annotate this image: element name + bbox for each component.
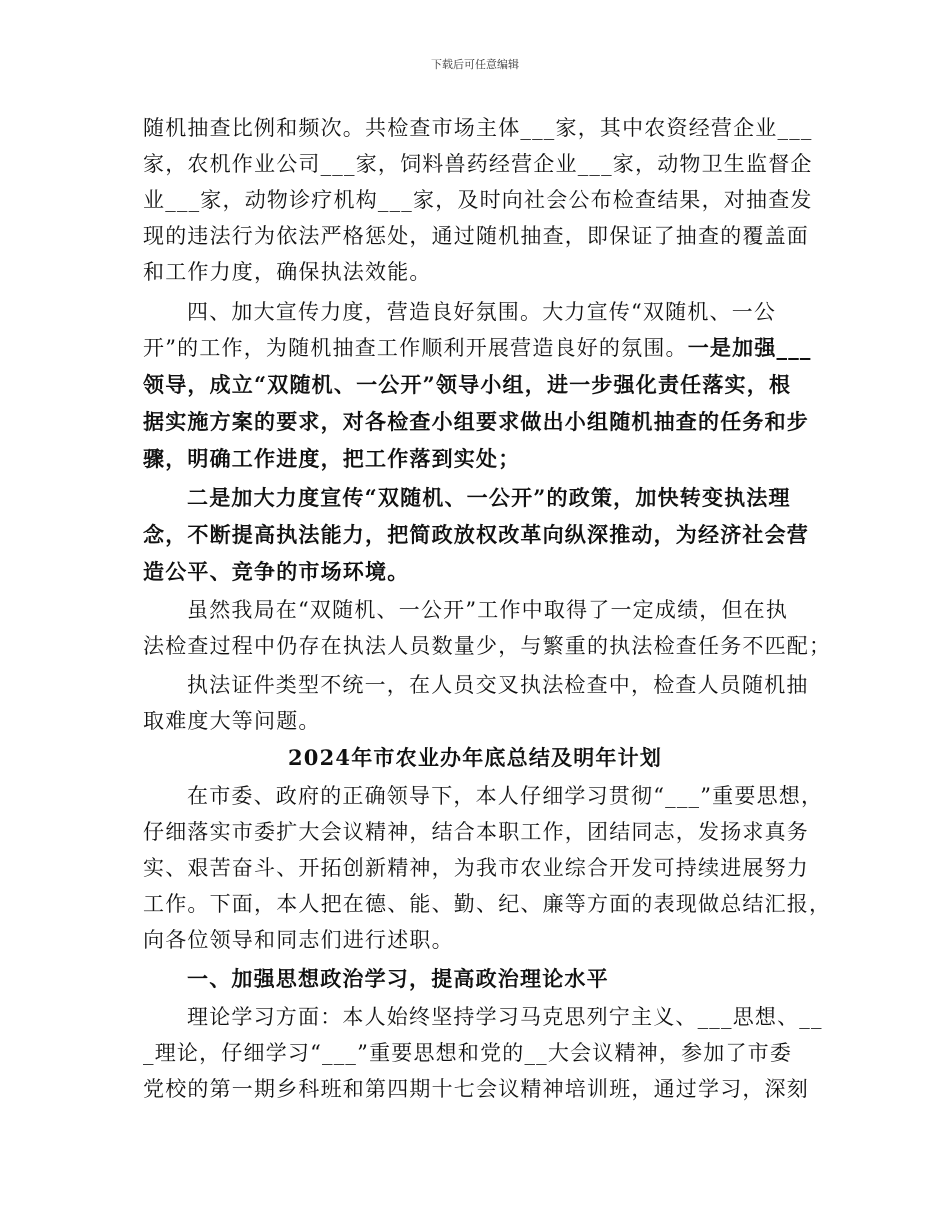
text-line-content: 法检查过程中仍存在执法人员数量少，与繁重的执法检查任务不匹配； xyxy=(143,634,832,658)
text-line-content: 领导，成立“双随机、一公开”领导小组，进一步强化责任落实，根 xyxy=(143,372,792,397)
text-line xyxy=(143,299,877,325)
text-line-content: 家，农机作业公司___家，饲料兽药经营企业___家，动物卫生监督企 xyxy=(143,152,813,176)
text-line xyxy=(143,597,877,623)
text-line-content: 造公平、竞争的市场环境。 xyxy=(143,559,410,584)
text-line xyxy=(143,522,833,548)
page-header-note: 下载后可任意编辑 xyxy=(431,58,519,71)
text-line-content: 业___家，动物诊疗机构___家，及时向社会公布检查结果，对抽查发 xyxy=(143,188,813,212)
text-line-content: 现的违法行为依法严格惩处，通过随机抽查，即保证了抽查的覆盖面 xyxy=(143,224,809,248)
text-line xyxy=(143,259,833,285)
text-line xyxy=(143,783,877,809)
text-line xyxy=(143,187,833,213)
section-title xyxy=(0,745,950,771)
text-line-content: 执法证件类型不统一，在人员交叉执法检查中，检查人员随机抽 xyxy=(187,673,809,697)
text-line-content: 理论学习方面：本人始终坚持学习马克思列宁主义、___思想、__ xyxy=(187,1005,823,1029)
text-line-content: 实、艰苦奋斗、开拓创新精神，为我市农业综合开发可持续进展努力 xyxy=(143,856,809,880)
text-line xyxy=(143,151,833,177)
text-line-content: 党校的第一期乡科班和第四期十七会议精神培训班，通过学习，深刻 xyxy=(143,1077,809,1101)
text-line-content: 工作。下面，本人把在德、能、勤、纪、廉等方面的表现做总结汇报， xyxy=(143,892,832,916)
text-line xyxy=(143,335,833,361)
text-line xyxy=(143,855,833,881)
text-line xyxy=(143,927,833,953)
text-line-content: 向各位领导和同志们进行述职。 xyxy=(143,928,454,952)
text-line-content: 在市委、政府的正确领导下，本人仔细学习贯彻“___”重要思想， xyxy=(187,784,824,808)
text-line-tail: 一是加强___ xyxy=(687,335,812,360)
text-line xyxy=(143,115,833,141)
text-line xyxy=(143,372,833,398)
text-line-content: 四、加大宣传力度，营造良好氛围。大力宣传“双随机、一公 xyxy=(187,300,777,324)
text-line xyxy=(143,708,833,734)
text-line-content: 骤，明确工作进度，把工作落到实处； xyxy=(143,446,521,471)
text-line xyxy=(143,672,877,698)
text-line-content: 据实施方案的要求，对各检查小组要求做出小组随机抽查的任务和步 xyxy=(143,409,809,434)
text-line xyxy=(143,966,877,992)
text-line-content: 一、加强思想政治学习，提高政治理论水平 xyxy=(187,966,609,991)
text-line-content: _理论，仔细学习“___”重要思想和党的__大会议精神，参加了市委 xyxy=(143,1041,793,1065)
text-line xyxy=(143,409,833,435)
text-line xyxy=(143,819,833,845)
text-line-content: 取难度大等问题。 xyxy=(143,709,321,733)
text-line-content: 仔细落实市委扩大会议精神，结合本职工作，团结同志，发扬求真务 xyxy=(143,820,809,844)
text-line xyxy=(143,485,877,511)
text-line-content: 和工作力度，确保执法效能。 xyxy=(143,260,432,284)
text-line xyxy=(143,223,833,249)
text-line-content: 开”的工作，为随机抽查工作顺利开展营造良好的氛围。 xyxy=(143,336,688,360)
text-line-content: 二是加大力度宣传“双随机、一公开”的政策，加快转变执法理 xyxy=(187,485,791,510)
text-line xyxy=(143,559,833,585)
text-line-content: 念，不断提高执法能力，把简政放权改革向纵深推动，为经济社会营 xyxy=(143,522,809,547)
text-line xyxy=(143,1004,877,1030)
text-line xyxy=(143,1040,833,1066)
text-line xyxy=(143,891,833,917)
text-line-content: 虽然我局在“双随机、一公开”工作中取得了一定成绩，但在执 xyxy=(187,598,789,622)
text-line xyxy=(143,1076,833,1102)
text-line-content: 随机抽查比例和频次。共检查市场主体___家，其中农资经营企业___ xyxy=(143,116,813,140)
text-line-content: 2024年市农业办年底总结及明年计划 xyxy=(287,745,663,770)
text-line xyxy=(143,633,833,659)
text-line xyxy=(143,446,833,472)
